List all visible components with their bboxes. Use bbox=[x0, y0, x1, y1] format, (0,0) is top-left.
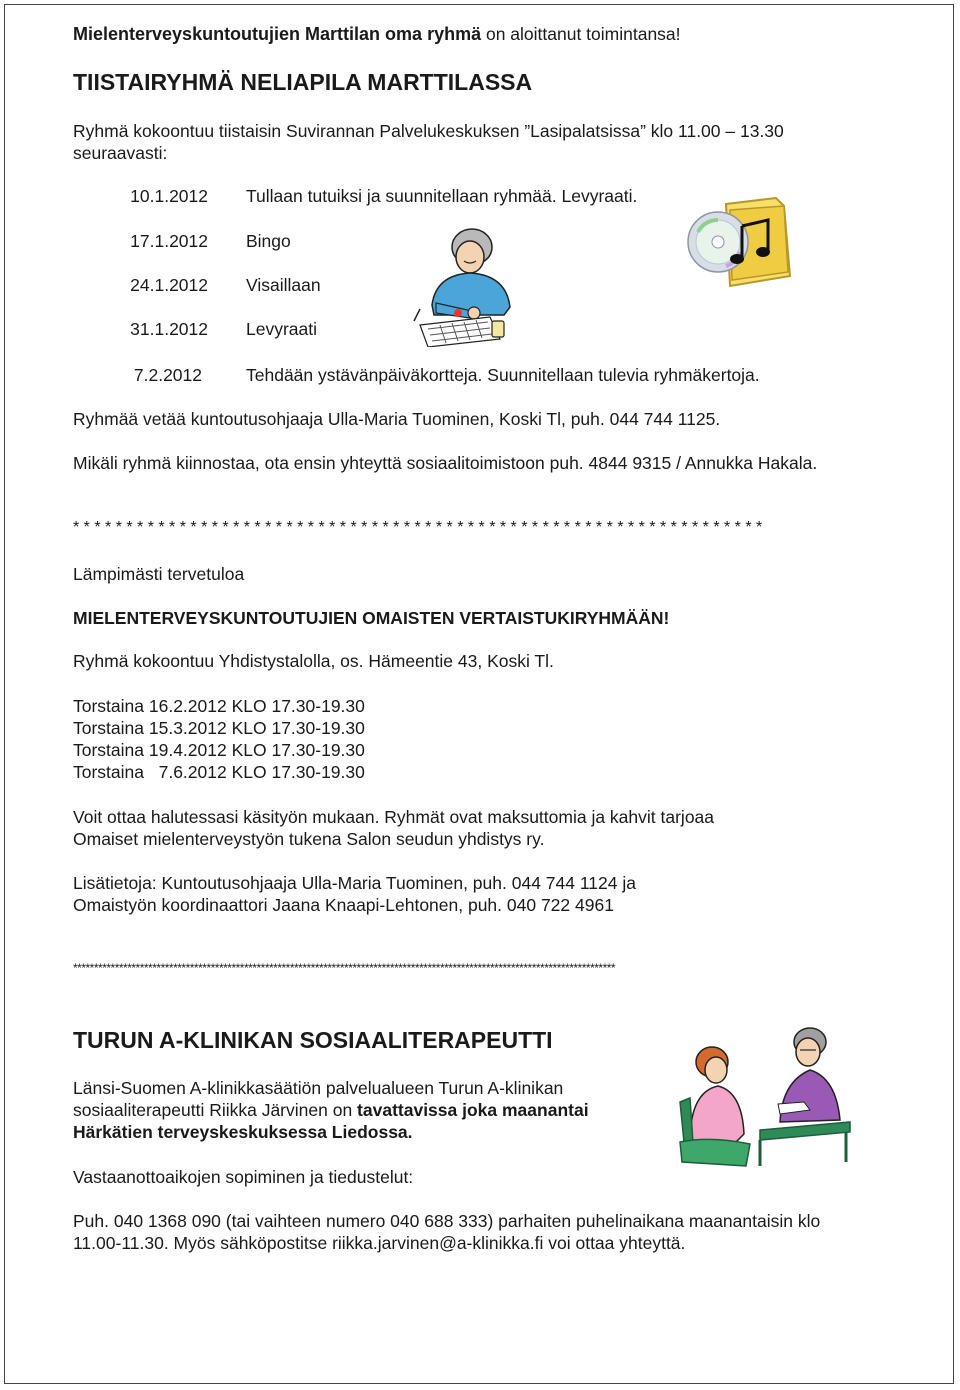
paragraph-text: sosiaaliterapeutti Riikka Järvinen on bbox=[73, 1100, 358, 1120]
music-folder-cd-icon bbox=[686, 192, 806, 292]
paragraph-line-3: Härkätien terveyskeskuksessa Liedossa. bbox=[73, 1122, 413, 1142]
meeting-date: Torstaina 16.2.2012 KLO 17.30-19.30 bbox=[73, 696, 365, 716]
meet-line-2: seuraavasti: bbox=[73, 143, 168, 163]
separator-stars: ********************************************************************************************************************************** bbox=[73, 961, 616, 975]
meet-line-1: Ryhmä kokoontuu tiistaisin Suvirannan Palvelukeskuksen ”Lasipalatsissa” klo 11.00 – 13.30 bbox=[73, 121, 784, 141]
contact-line: Mikäli ryhmä kiinnostaa, ota ensin yhteyttä sosiaalitoimistoon puh. 4844 9315 / Annukka Hakala. bbox=[73, 453, 818, 473]
meeting-date: Torstaina 19.4.2012 KLO 17.30-19.30 bbox=[73, 740, 365, 760]
paragraph-line-1: Länsi-Suomen A-klinikkasäätiön palvelualueen Turun A-klinikan bbox=[73, 1078, 564, 1098]
paragraph-bold: tavattavissa joka maanantai bbox=[357, 1100, 589, 1120]
schedule-desc: Tehdään ystävänpäiväkortteja. Suunnitellaan tulevia ryhmäkertoja. bbox=[246, 365, 760, 385]
schedule-date: 10.1.2012 bbox=[130, 186, 208, 206]
section1-title: TIISTAIRYHMÄ NELIAPILA MARTTILASSA bbox=[73, 69, 533, 95]
paragraph-line-2 bbox=[73, 1099, 589, 1121]
separator-stars: * * * * * * * * * * * * * * * * * * * * * * * * * * * * * * * * * * * * * * * * * * * * * * * * * * * * * * * * * * * * * * * * * bbox=[73, 519, 763, 536]
intro-line bbox=[73, 23, 681, 45]
info-line-2: Omaiset mielenterveystyön tukena Salon seudun yhdistys ry. bbox=[73, 829, 545, 849]
schedule-desc: Bingo bbox=[246, 231, 291, 251]
leader-line: Ryhmää vetää kuntoutusohjaaja Ulla-Maria Tuominen, Koski Tl, puh. 044 744 1125. bbox=[73, 409, 721, 429]
intro-bold: Mielenterveyskuntoutujien Marttilan oma ryhmä bbox=[73, 24, 482, 44]
schedule-date: 17.1.2012 bbox=[130, 231, 208, 251]
section2-title: MIELENTERVEYSKUNTOUTUJIEN OMAISTEN VERTAISTUKIRYHMÄÄN! bbox=[73, 608, 670, 628]
schedule-date: 31.1.2012 bbox=[130, 319, 208, 339]
section3-title: TURUN A-KLINIKAN SOSIAALITERAPEUTTI bbox=[73, 1027, 553, 1053]
intro-rest: on aloittanut toimintansa! bbox=[481, 24, 681, 44]
more-info-line-2: Omaistyön koordinaattori Jaana Knaapi-Lehtonen, puh. 040 722 4961 bbox=[73, 895, 614, 915]
appointment-line: Vastaanottoaikojen sopiminen ja tiedustelut: bbox=[73, 1167, 414, 1187]
phone-line-1: Puh. 040 1368 090 (tai vaihteen numero 040 688 333) parhaiten puhelinaikana maanantaisin klo bbox=[73, 1211, 821, 1231]
info-line-1: Voit ottaa halutessasi käsityön mukaan. Ryhmät ovat maksuttomia ja kahvit tarjoaa bbox=[73, 807, 715, 827]
schedule-desc: Visaillaan bbox=[246, 275, 321, 295]
welcome-line: Lämpimästi tervetuloa bbox=[73, 564, 245, 584]
schedule-date: 7.2.2012 bbox=[133, 365, 202, 385]
bingo-player-illustration bbox=[410, 225, 520, 347]
more-info-line-1: Lisätietoja: Kuntoutusohjaaja Ulla-Maria Tuominen, puh. 044 744 1124 ja bbox=[73, 873, 636, 893]
meeting-date: Torstaina 15.3.2012 KLO 17.30-19.30 bbox=[73, 718, 365, 738]
phone-line-2: 11.00-11.30. Myös sähköpostitse riikka.jarvinen@a-klinikka.fi voi ottaa yhteyttä. bbox=[73, 1233, 686, 1253]
schedule-desc: Levyraati bbox=[246, 319, 318, 339]
meeting-date: Torstaina 7.6.2012 KLO 17.30-19.30 bbox=[73, 762, 365, 782]
schedule-date: 24.1.2012 bbox=[130, 275, 208, 295]
location-line: Ryhmä kokoontuu Yhdistystalolla, os. Hämeentie 43, Koski Tl. bbox=[73, 651, 554, 671]
schedule-desc: Tullaan tutuiksi ja suunnitellaan ryhmää. Levyraati. bbox=[246, 186, 638, 206]
counseling-meeting-illustration bbox=[660, 1022, 860, 1172]
